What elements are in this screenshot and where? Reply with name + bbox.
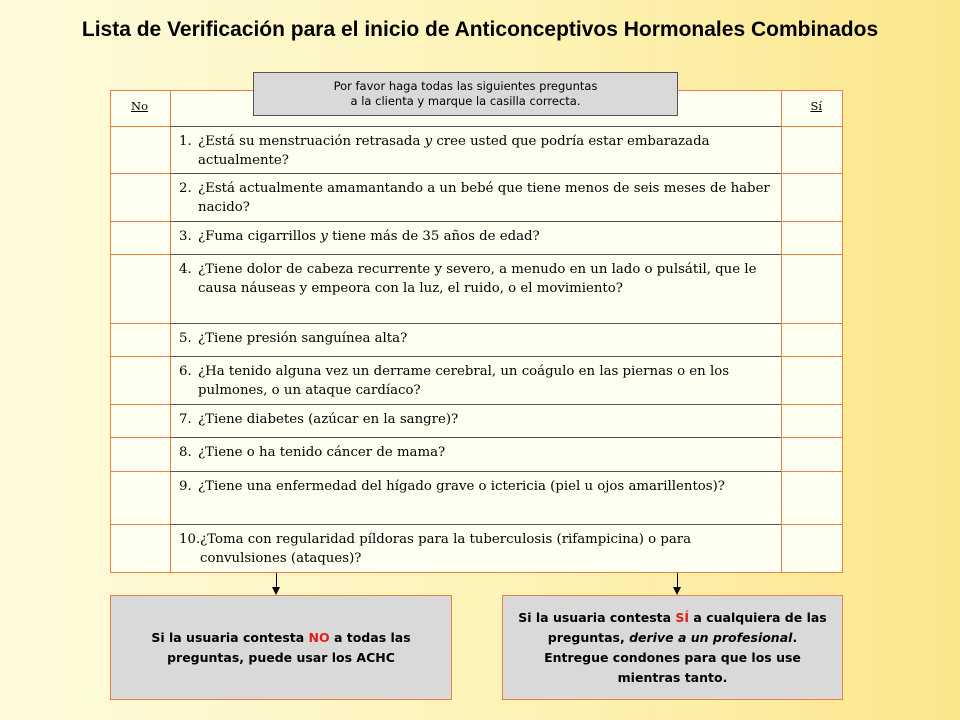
question-2 [173, 179, 773, 217]
row-separator [111, 126, 842, 127]
question-text-emphasis: y [424, 134, 433, 149]
question-text: ¿Tiene o ha tenido cáncer de mama? [198, 445, 446, 460]
page-title: Lista de Verificación para el inicio de Anticonceptivos Hormonales Combinados [81, 18, 879, 41]
question-text: ¿Tiene diabetes (azúcar en la sangre)? [198, 412, 459, 427]
question-text: ¿Tiene dolor de cabeza recurrente y severo, a menudo en un lado o pulsátil, que le causa náuseas y empeora con la luz, el ruido, o el movimiento? [198, 262, 757, 296]
question-text-emphasis: y [320, 229, 328, 244]
checkbox-no-1[interactable] [111, 127, 170, 173]
column-header-si: Sí [810, 99, 822, 113]
result-si-keyword: SÍ [675, 609, 690, 625]
question-number: 3. [179, 229, 192, 244]
question-number: 4. [179, 262, 192, 277]
result-si-post: . Entregue condones para que los use mientras tanto. [544, 629, 801, 685]
question-9 [173, 477, 773, 496]
arrow-down-icon [272, 587, 280, 595]
instruction-line-1: Por favor haga todas las siguientes preguntas [333, 79, 598, 93]
question-text: tiene más de 35 años de edad? [327, 229, 540, 244]
result-si-mid: a cualquiera de las preguntas, [547, 609, 827, 645]
arrow-down-icon [673, 587, 681, 595]
result-si-pre: Si la usuaria contesta [518, 609, 676, 625]
row-separator [111, 471, 842, 472]
question-6 [173, 362, 773, 400]
result-box-no [110, 595, 452, 700]
row-separator [111, 221, 842, 222]
row-separator [111, 524, 842, 525]
result-no-post: a todas las preguntas, puede usar los ACHC [167, 629, 411, 665]
result-no-keyword: NO [308, 629, 330, 645]
question-text: ¿Está su menstruación retrasada [198, 134, 425, 149]
question-7 [173, 410, 773, 429]
column-header-no: No [131, 99, 148, 113]
result-si-emphasis: derive a un profesional [629, 629, 793, 645]
row-separator [111, 404, 842, 405]
question-text: ¿Tiene presión sanguínea alta? [198, 331, 408, 346]
question-text: ¿Está actualmente amamantando a un bebé que tiene menos de seis meses de haber nacido? [198, 181, 770, 215]
row-separator [111, 437, 842, 438]
question-number: 5. [179, 331, 192, 346]
column-divider-left [170, 91, 171, 572]
question-number: 1. [179, 134, 192, 149]
question-text: ¿Toma con regularidad píldoras para la tuberculosis (rifampicina) o para convulsiones (ataques)? [200, 532, 692, 566]
question-8 [173, 443, 773, 462]
result-no-pre: Si la usuaria contesta [151, 629, 309, 645]
row-separator [111, 173, 842, 174]
instruction-line-2: a la clienta y marque la casilla correcta. [350, 94, 581, 108]
result-box-si [502, 595, 843, 700]
question-1 [173, 132, 773, 170]
row-separator [111, 254, 842, 255]
checklist-table [110, 90, 843, 573]
question-number: 2. [179, 181, 192, 196]
question-5 [173, 329, 773, 348]
question-4 [173, 260, 773, 298]
question-number: 10. [179, 532, 201, 547]
question-text: cree usted que podría estar embarazada actualmente? [198, 134, 710, 168]
row-separator [111, 323, 842, 324]
question-number: 8. [179, 445, 192, 460]
question-number: 9. [179, 479, 192, 494]
question-text: ¿Fuma cigarrillos [198, 229, 321, 244]
question-text: ¿Ha tenido alguna vez un derrame cerebral, un coágulo en las piernas o en los pulmones, o un ataque cardíaco? [198, 364, 730, 398]
question-10 [173, 530, 773, 568]
question-number: 7. [179, 412, 192, 427]
row-separator [111, 356, 842, 357]
question-number: 6. [179, 364, 192, 379]
question-3 [173, 227, 773, 246]
instruction-box [253, 72, 678, 116]
checkbox-si-1[interactable] [782, 127, 842, 173]
question-text: ¿Tiene una enfermedad del hígado grave o ictericia (piel u ojos amarillentos)? [198, 479, 725, 494]
